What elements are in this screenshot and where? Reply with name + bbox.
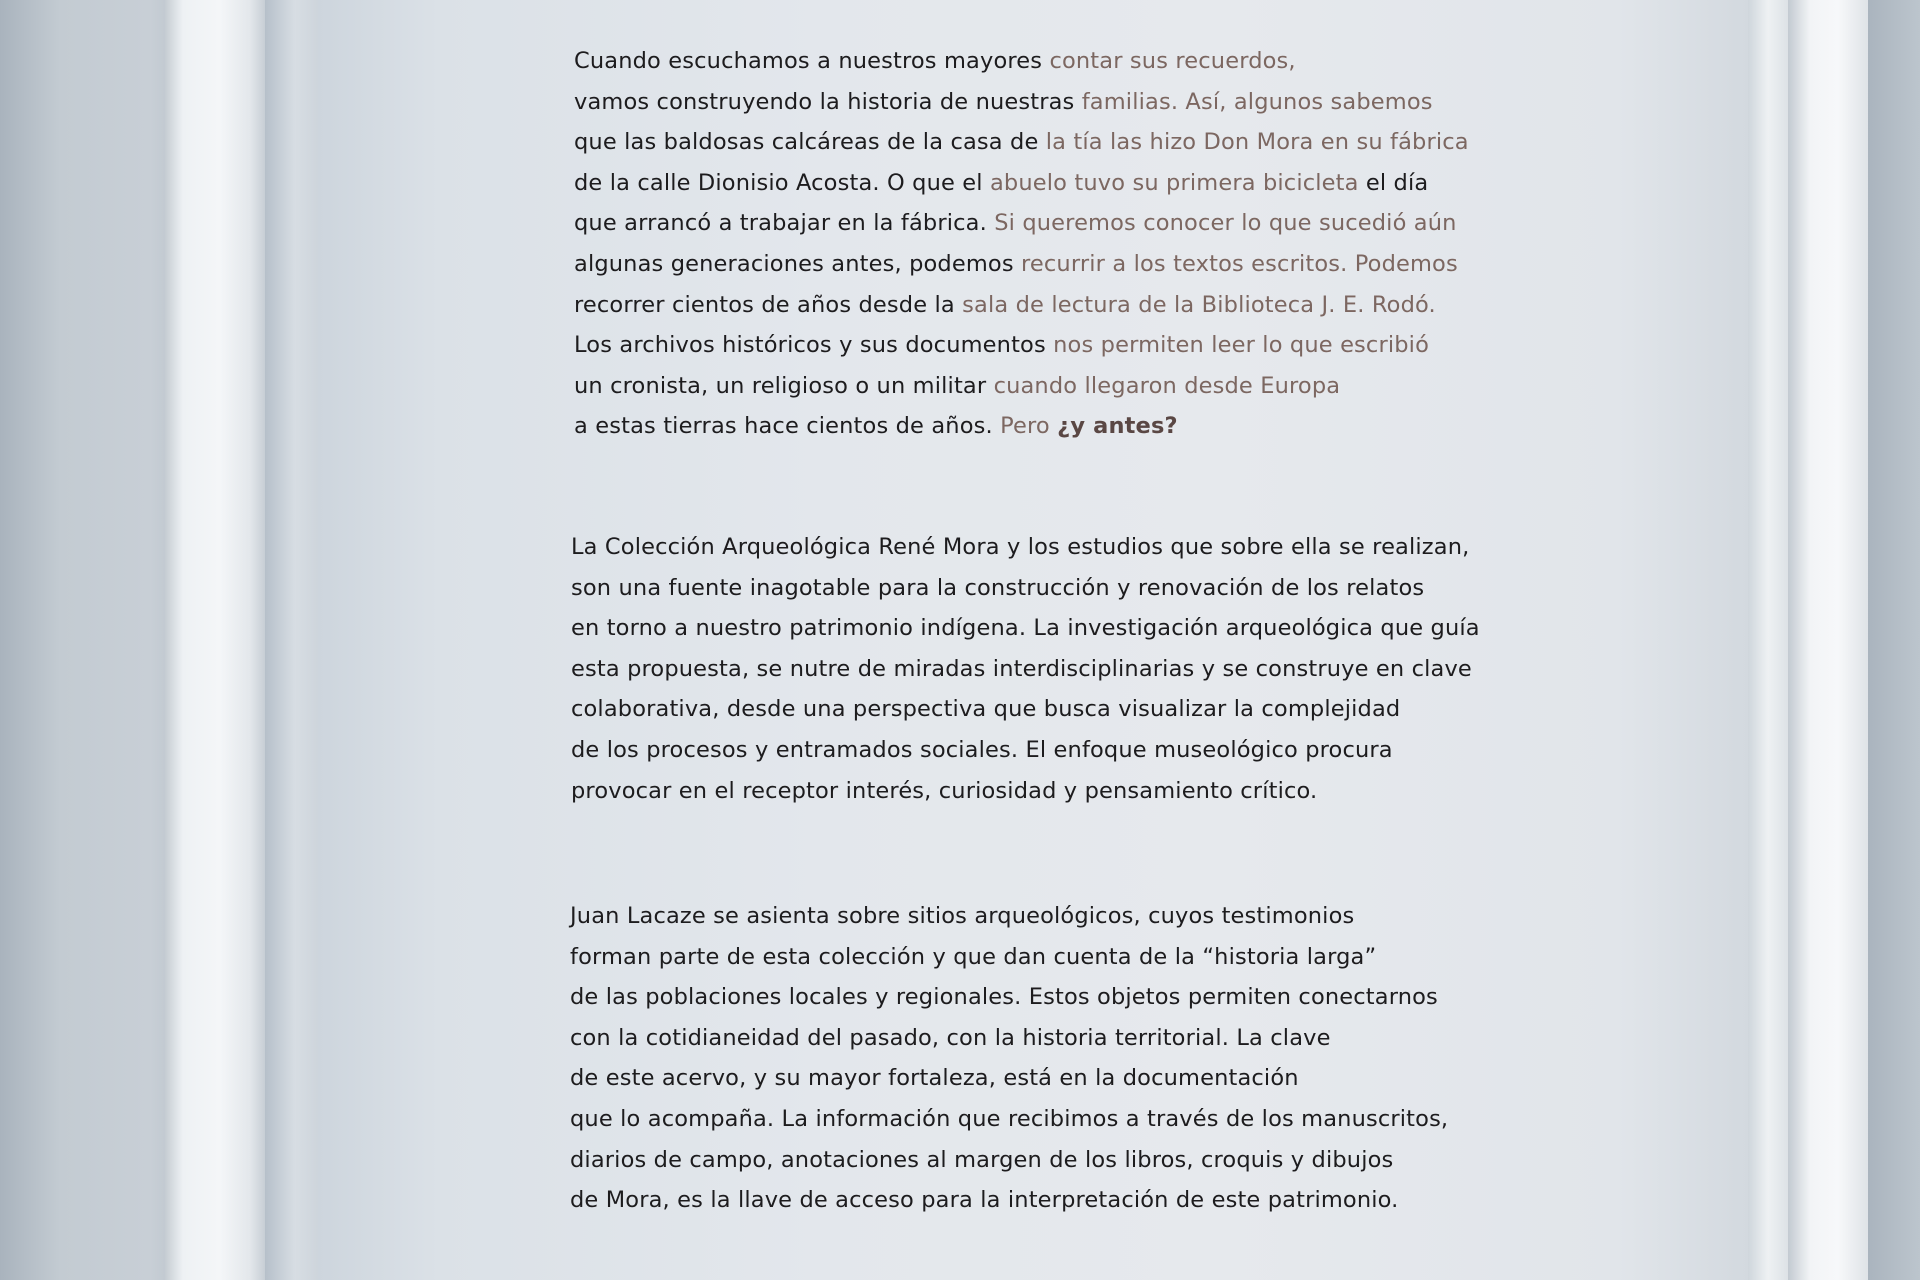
intro-text: Cuando escuchamos a nuestros mayores (574, 48, 1050, 74)
intro-text: a estas tierras hace cientos de años. (574, 413, 1001, 440)
lacaze-line: diarios de campo, anotaciones al margen de los libros, croquis y dibujos (570, 1146, 1394, 1173)
right-wall (1868, 0, 1920, 1280)
lacaze-line: forman parte de esta colección y que dan cuenta de la “historia larga” (570, 943, 1377, 970)
intro-text: vamos construyendo la historia de nuestras (574, 88, 1082, 115)
intro-highlight: familias. Así, algunos sabemos (1081, 88, 1433, 115)
collection-line: colaborativa, desde una perspectiva que busca visualizar la complejidad (571, 696, 1401, 723)
collection-line: provocar en el receptor interés, curiosidad y pensamiento crítico. (571, 777, 1318, 804)
collection-line: de los procesos y entramados sociales. El enfoque museológico procura (571, 736, 1393, 763)
right-frame-inner-edge (1748, 0, 1788, 1280)
intro-highlight: la tía las hizo Don Mora en su fábrica (1045, 129, 1469, 156)
intro-line (574, 122, 1469, 163)
intro-highlight: sala de lectura de la Biblioteca J. E. Rodó. (962, 291, 1436, 318)
lacaze-line: de Mora, es la llave de acceso para la interpretación de este patrimonio. (570, 1187, 1399, 1214)
intro-text: Los archivos históricos y sus documentos (574, 332, 1054, 359)
intro-highlight: Si queremos conocer lo que sucedió aún (994, 210, 1457, 237)
lacaze-line: que lo acompaña. La información que recibimos a través de los manuscritos, (570, 1105, 1449, 1132)
intro-highlight: nos permiten leer lo que escribió (1053, 332, 1429, 359)
intro-text: recorrer cientos de años desde la (574, 291, 963, 318)
intro-highlight: cuando llegaron desde Europa (993, 372, 1341, 399)
intro-line (574, 366, 1469, 407)
right-frame-post (1788, 0, 1868, 1280)
intro-text: que las baldosas calcáreas de la casa de (574, 129, 1046, 156)
intro-text: el día (1358, 169, 1429, 196)
lacaze-paragraph (570, 896, 1448, 1221)
intro-paragraph (574, 41, 1469, 447)
collection-line: esta propuesta, se nutre de miradas interdisciplinarias y se construye en clave (571, 655, 1472, 682)
lacaze-line: de este acervo, y su mayor fortaleza, está en la documentación (570, 1065, 1299, 1092)
intro-text: de la calle Dionisio Acosta. O que el (574, 169, 990, 196)
intro-line (574, 285, 1469, 326)
intro-text: que arrancó a trabajar en la fábrica. (574, 210, 995, 237)
lacaze-line: con la cotidianeidad del pasado, con la historia territorial. La clave (570, 1024, 1331, 1051)
collection-paragraph (571, 527, 1480, 811)
collection-line: La Colección Arqueológica René Mora y los estudios que sobre ella se realizan, (571, 534, 1470, 560)
lacaze-line: Juan Lacaze se asienta sobre sitios arqueológicos, cuyos testimonios (570, 903, 1355, 929)
collection-line: son una fuente inagotable para la construcción y renovación de los relatos (571, 574, 1425, 601)
intro-question: ¿y antes? (1057, 413, 1178, 440)
intro-line (574, 41, 1469, 82)
intro-line (574, 82, 1469, 123)
intro-line (574, 406, 1469, 447)
intro-highlight: Pero (1000, 413, 1058, 440)
collection-line: en torno a nuestro patrimonio indígena. La investigación arqueológica que guía (571, 615, 1480, 642)
intro-line (574, 203, 1469, 244)
intro-text: algunas generaciones antes, podemos (574, 250, 1022, 277)
intro-line (574, 163, 1469, 204)
intro-line (574, 325, 1469, 366)
intro-highlight: recurrir a los textos escritos. Podemos (1021, 250, 1458, 277)
intro-highlight: contar sus recuerdos, (1049, 48, 1296, 74)
intro-highlight: abuelo tuvo su primera bicicleta (989, 169, 1359, 196)
intro-text: un cronista, un religioso o un militar (574, 372, 994, 399)
left-frame-post (165, 0, 265, 1280)
left-frame-inner-edge (265, 0, 320, 1280)
intro-line (574, 244, 1469, 285)
lacaze-line: de las poblaciones locales y regionales. Estos objetos permiten conectarnos (570, 984, 1438, 1011)
